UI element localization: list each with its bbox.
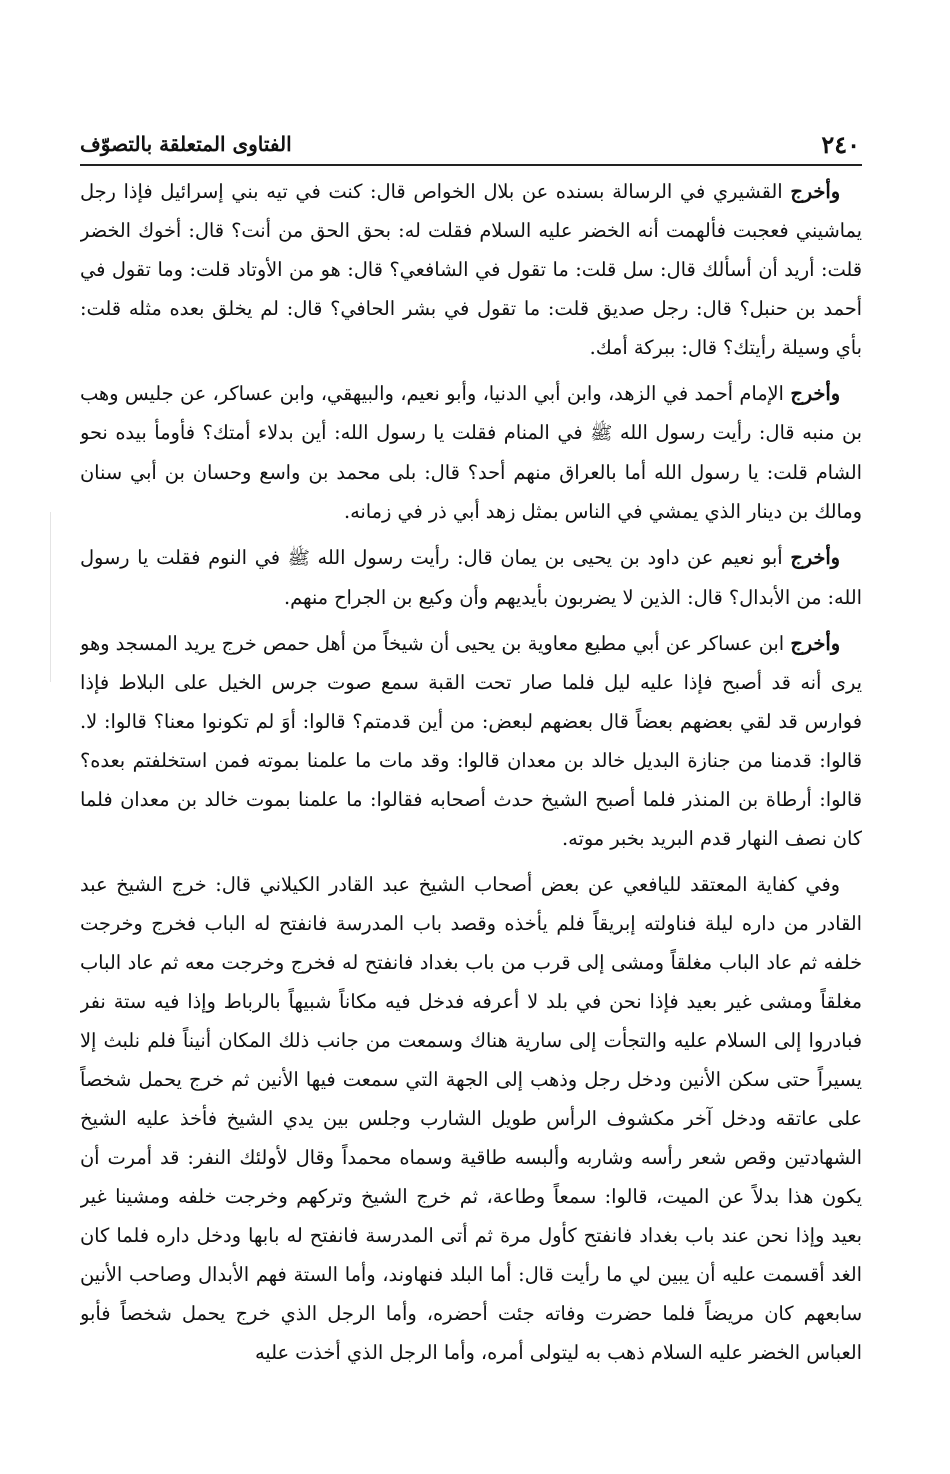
paragraph-lead-word: وأخرج bbox=[790, 546, 840, 569]
paragraph-qushayri bbox=[80, 172, 862, 367]
paragraph-lead-word: وأخرج bbox=[790, 180, 840, 203]
margin-scan-line bbox=[50, 512, 51, 682]
paragraph-kifayat-al-mutaqid bbox=[80, 865, 862, 1372]
paragraph-lead-word: وأخرج bbox=[790, 382, 840, 405]
paragraph-imam-ahmad bbox=[80, 374, 862, 531]
paragraph-ibn-asakir bbox=[80, 624, 862, 858]
page-number: ٢٤٠ bbox=[821, 130, 860, 159]
header-rule bbox=[80, 164, 862, 166]
page-header bbox=[80, 124, 860, 164]
paragraph-text: في النوم فقلت يا رسول الله: من الأبدال؟ قال: الذين لا يضربون بأيديهم وأن وكيع بن الجراح منهم. bbox=[80, 546, 862, 609]
body-text bbox=[80, 172, 862, 1462]
paragraph-text: ابن عساكر عن أبي مطيع معاوية بن يحيى أن شيخاً من أهل حمص خرج يريد المسجد وهو يرى أنه قد أصبح فإذا عليه ليل فلما صار تحت القبة سمع صوت جرس الخيل على البلاط فإذا فوارس قد لقي بعضهم بعضاً قال بعضهم لبعض: من أين قدمتم؟ قالوا: أوَ لم تكونوا معنا؟ قالوا: لا. قالوا: قدمنا من جنازة البديل خالد بن معدان قالوا: وقد مات ما علمنا بموته فمن استخلفتم بعده؟ قالوا: أرطاة بن المنذر فلما أصبح الشيخ حدث أصحابه فقالوا: ما علمنا بموت خالد بن معدان فلما كان نصف النهار قدم البريد بخبر موته. bbox=[80, 632, 862, 850]
paragraph-abu-nuaym bbox=[80, 538, 862, 617]
paragraph-text: وفي كفاية المعتقد لليافعي عن بعض أصحاب الشيخ عبد القادر الكيلاني قال: خرج الشيخ عبد القادر من داره ليلة فناولته إبريقاً فلم يأخذه وقصد باب المدرسة فانفتح له الباب فخرج وخرجت خلفه ثم عاد الباب مغلقاً ومشى إلى قرب من باب بغداد فانفتح له فخرج وخرجت معه ثم عاد الباب مغلقاً ومشى غير بعيد فإذا نحن في بلد لا أعرفه فدخل فيه مكاناً شبيهاً بالرباط وإذا فيه ستة نفر فبادروا إلى السلام عليه والتجأت إلى سارية هناك وسمعت من جانب ذلك المكان أنيناً فلم نلبث إلا يسيراً حتى سكن الأنين ودخل رجل وذهب إلى الجهة التي سمعت فيها الأنين ثم خرج يحمل شخصاً على عاتقه ودخل آخر مكشوف الرأس طويل الشارب وجلس بين يدي الشيخ فأخذ عليه الشيخ الشهادتين وقص شعر رأسه وشاربه وألبسه طاقية وسماه محمداً وقال لأولئك النفر: قد أمرت أن يكون هذا بدلاً عن الميت، قالوا: سمعاً وطاعة، ثم خرج الشيخ وتركهم وخرجت خلفه ومشينا غير بعيد وإذا نحن عند باب بغداد فانفتح كأول مرة ثم أتى المدرسة فانفتح له بابها ودخل داره فلما كان الغد أقسمت عليه أن يبين لي ما رأيت قال: أما البلد فنهاوند، وأما الستة فهم الأبدال وصاحب الأنين سابعهم كان مريضاً فلما حضرت وفاته جئت أحضره، وأما الرجل الذي خرج يحمل شخصاً فأبو العباس الخضر عليه السلام ذهب به ليتولى أمره، وأما الرجل الذي أخذت عليه bbox=[80, 873, 862, 1364]
paragraph-text: في المنام فقلت يا رسول الله: أين بدلاء أمتك؟ فأومأ بيده نحو الشام قلت: يا رسول الله أما بالعراق منهم أحد؟ قال: بلى محمد بن واسع وحسان بن أبي سنان ومالك بن دينار الذي يمشي في الناس بمثل زهد أبي ذر في زمانه. bbox=[80, 421, 862, 523]
paragraph-lead-word: وأخرج bbox=[790, 632, 840, 655]
running-title: الفتاوى المتعلقة بالتصوّف bbox=[80, 132, 292, 156]
salawat-symbol: ﷺ bbox=[590, 423, 613, 444]
salawat-symbol: ﷺ bbox=[287, 548, 310, 569]
paragraph-text: أبو نعيم عن داود بن يحيى بن يمان قال: رأيت رسول الله bbox=[309, 546, 791, 569]
paragraph-text: الإمام أحمد في الزهد، وابن أبي الدنيا، وأبو نعيم، والبيهقي، وابن عساكر، عن جليس وهب بن منبه قال: رأيت رسول الله bbox=[80, 382, 862, 444]
paragraph-text: القشيري في الرسالة بسنده عن بلال الخواص قال: كنت في تيه بني إسرائيل فإذا رجل يماشيني فعجبت فألهمت أنه الخضر عليه السلام فقلت له: بحق الحق من أنت؟ قال: أخوك الخضر قلت: أريد أن أسألك قال: سل قلت: ما تقول في الشافعي؟ قال: هو من الأوتاد قلت: وما تقول في أحمد بن حنبل؟ قال: رجل صديق قلت: ما تقول في بشر الحافي؟ قال: لم يخلق بعده مثله قلت: بأي وسيلة رأيتك؟ قال: ببركة أمك. bbox=[80, 180, 862, 359]
